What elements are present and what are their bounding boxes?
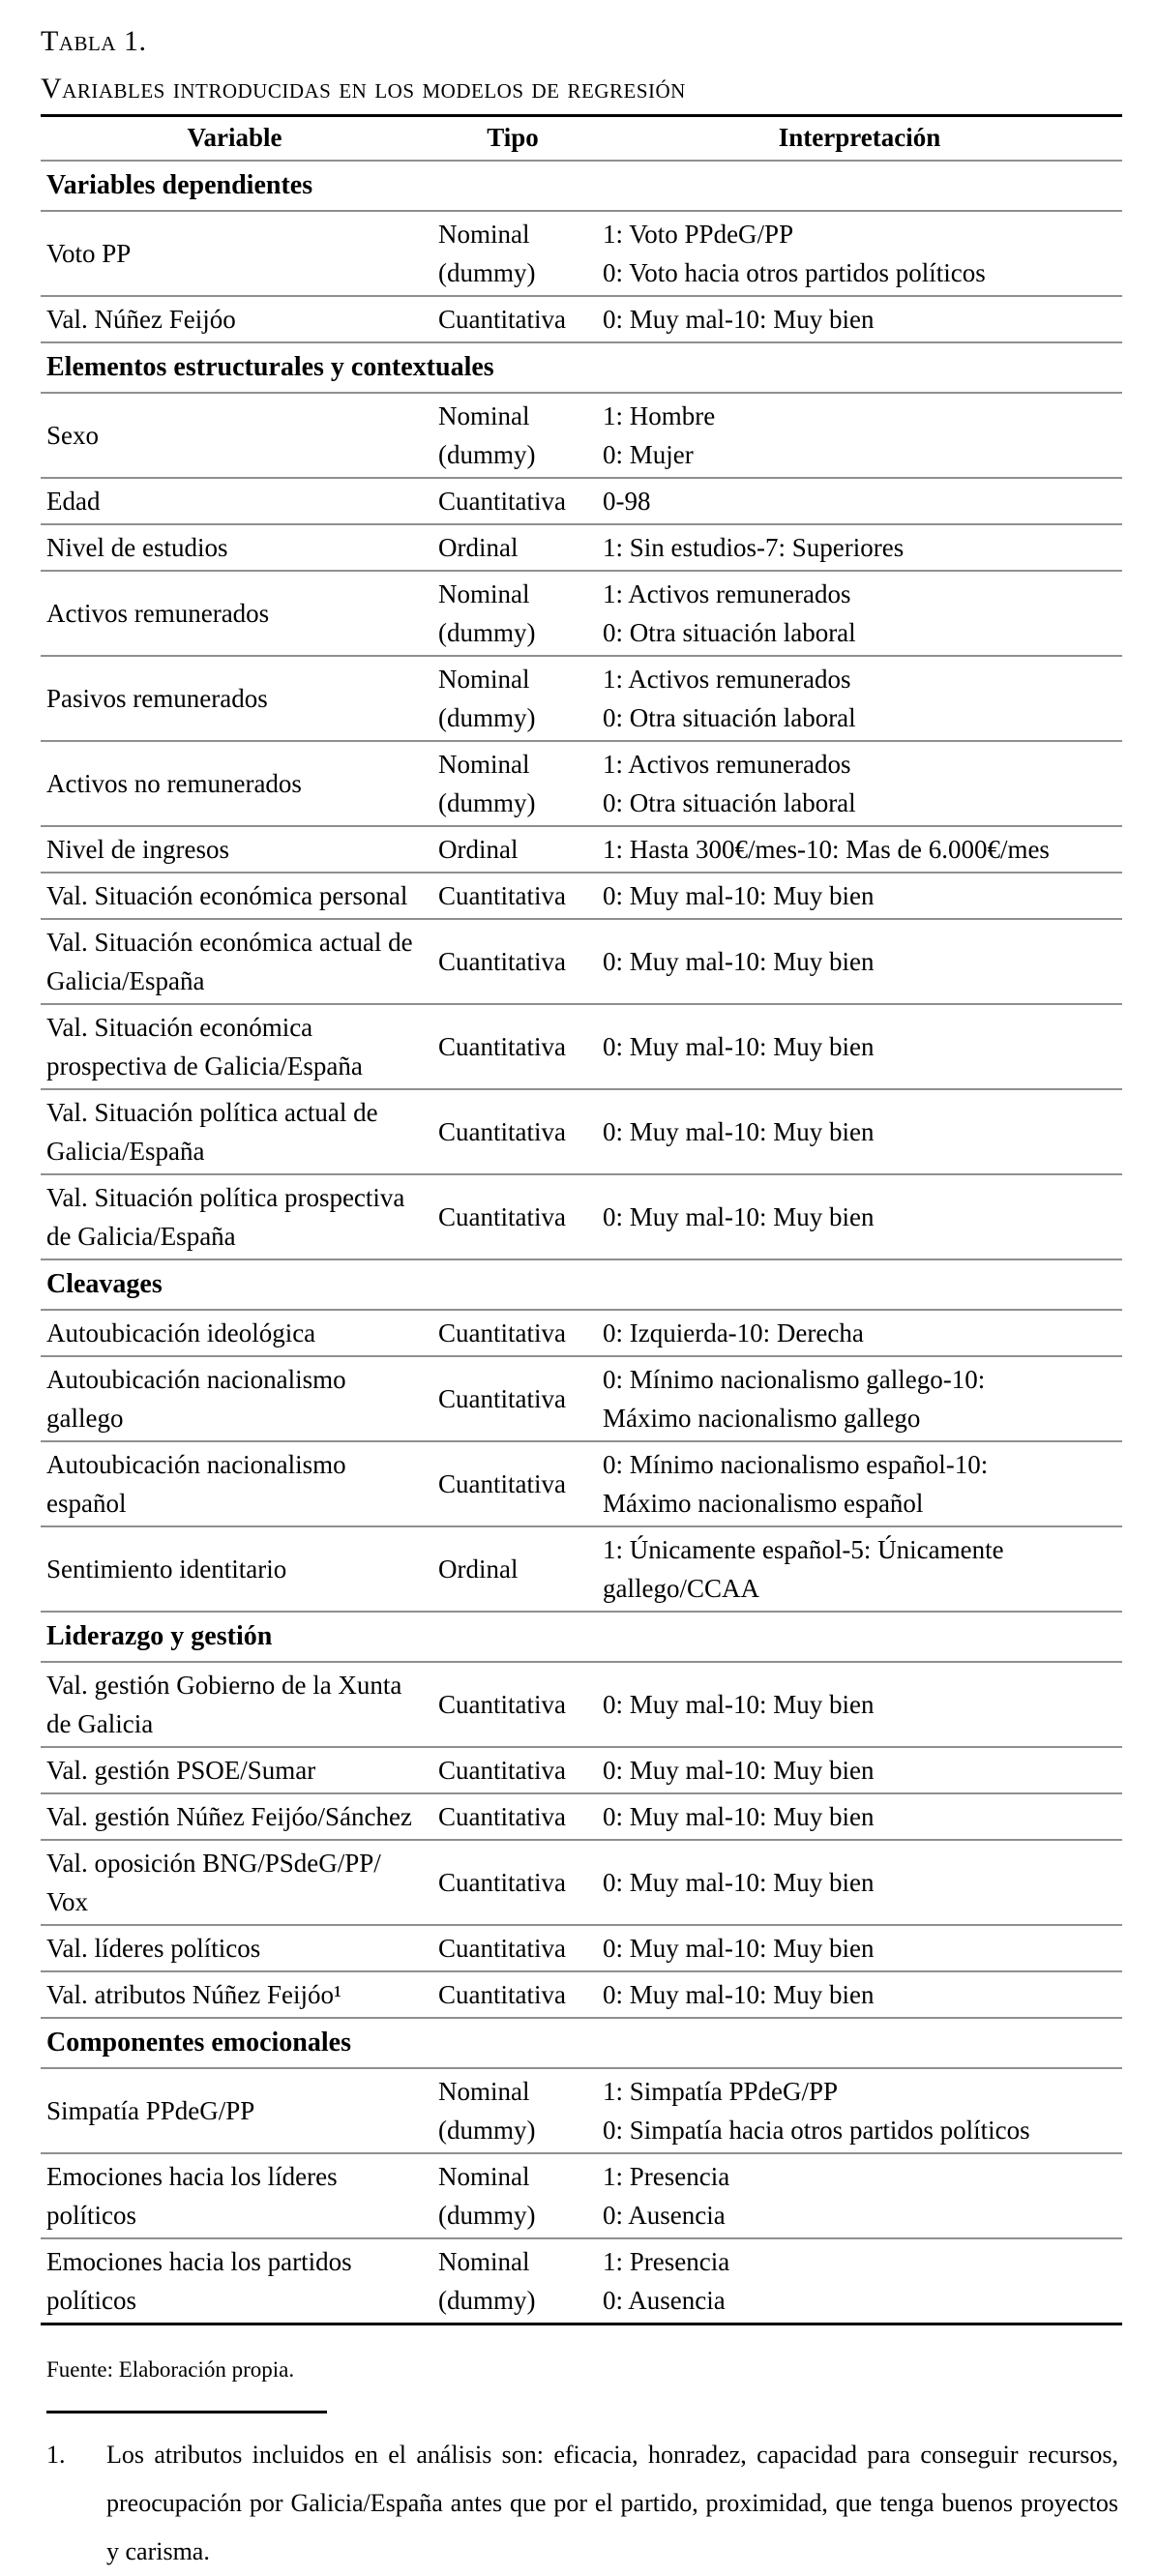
- interpretacion-cell-line: 0: Muy mal-10: Muy bien: [603, 881, 875, 910]
- variable-cell-line: Val. Situación económica actual de Galicia/​España: [46, 928, 413, 995]
- tipo-cell-line: Ordinal: [438, 533, 519, 562]
- column-header-variable: Variable: [41, 116, 429, 162]
- tipo-cell: [429, 1662, 597, 1747]
- tipo-cell: [429, 1174, 597, 1259]
- section-header-row: [41, 342, 1122, 393]
- table-row: [41, 1089, 1122, 1174]
- interpretacion-cell: [597, 296, 1122, 342]
- variable-cell: [41, 919, 429, 1004]
- interpretacion-cell-line: 0: Muy mal-10: Muy bien: [603, 1980, 875, 2009]
- interpretacion-cell: [597, 1441, 1122, 1526]
- interpretacion-cell: [597, 656, 1122, 741]
- interpretacion-cell: [597, 211, 1122, 296]
- interpretacion-cell-line: 0: Muy mal-10: Muy bien: [603, 947, 875, 976]
- tipo-cell-line: Nominal: [438, 220, 530, 249]
- interpretacion-cell: [597, 1840, 1122, 1925]
- variable-cell: [41, 741, 429, 826]
- table-row: [41, 1793, 1122, 1840]
- table-row: [41, 1526, 1122, 1612]
- footnote-text: Los atributos incluidos en el análisis son: eficacia, honradez, capacidad para conseguir recursos, preocupación por Galicia/España antes que por el partido, proximidad, que tenga buenos proyectos y carisma.: [106, 2441, 1118, 2565]
- table-row: [41, 1310, 1122, 1356]
- tipo-cell: [429, 1840, 597, 1925]
- variable-cell: [41, 1004, 429, 1089]
- tipo-cell-line: (dummy): [438, 618, 536, 647]
- tipo-cell: [429, 1310, 597, 1356]
- section-header-row: [41, 161, 1122, 211]
- tipo-cell: [429, 826, 597, 873]
- tipo-cell-line: Cuantitativa: [438, 1980, 566, 2009]
- interpretacion-cell: [597, 571, 1122, 656]
- variable-cell-line: Val. gestión Gobierno de la Xunta de Galicia: [46, 1671, 402, 1738]
- variable-cell: [41, 1793, 429, 1840]
- interpretacion-cell-line: 1: Activos remunerados: [603, 665, 851, 694]
- interpretacion-cell: [597, 1925, 1122, 1971]
- variable-cell-line: Val. gestión PSOE/​Sumar: [46, 1756, 316, 1785]
- tipo-cell: [429, 1356, 597, 1441]
- variable-cell: [41, 393, 429, 478]
- interpretacion-cell: [597, 826, 1122, 873]
- tipo-cell-line: Cuantitativa: [438, 305, 566, 334]
- tipo-cell-line: Cuantitativa: [438, 1934, 566, 1963]
- section-header: Elementos estructurales y contextuales: [46, 352, 494, 382]
- tipo-cell-line: (dummy): [438, 2201, 536, 2230]
- interpretacion-cell-line: 0-98: [603, 487, 651, 516]
- interpretacion-cell-line: 1: Sin estudios-7: Superiores: [603, 533, 905, 562]
- interpretacion-cell: [597, 393, 1122, 478]
- variable-cell-line: Val. oposición BNG/​PSdeG/​PP/​Vox: [46, 1849, 381, 1916]
- tipo-cell-line: Ordinal: [438, 1554, 519, 1584]
- interpretacion-cell-line: 1: Activos remunerados: [603, 750, 851, 779]
- tipo-cell-line: Cuantitativa: [438, 1690, 566, 1719]
- variable-cell-line: Val. Núñez Feijóo: [46, 305, 236, 334]
- interpretacion-cell-line: 0: Muy mal-10: Muy bien: [603, 305, 875, 334]
- table-row: [41, 1840, 1122, 1925]
- variable-cell: [41, 873, 429, 919]
- tipo-cell-line: Cuantitativa: [438, 1032, 566, 1061]
- variable-cell-line: Nivel de estudios: [46, 533, 228, 562]
- variable-cell: [41, 1662, 429, 1747]
- variable-cell-line: Pasivos remunerados: [46, 684, 268, 713]
- interpretacion-cell-line: 0: Simpatía hacia otros partidos políticos: [603, 2116, 1030, 2145]
- footnote-number: 1.: [46, 2441, 66, 2469]
- tipo-cell-line: Nominal: [438, 2247, 530, 2276]
- interpretacion-cell: [597, 478, 1122, 524]
- interpretacion-cell: [597, 919, 1122, 1004]
- variables-table: [41, 114, 1122, 2325]
- footnote-divider: [46, 2411, 327, 2413]
- table-row: [41, 741, 1122, 826]
- interpretacion-cell-line: 1: Únicamente español-5: Únicamente: [603, 1535, 1004, 1564]
- variable-cell-line: Emociones hacia los líderes políticos: [46, 2162, 338, 2230]
- tipo-cell-line: Cuantitativa: [438, 947, 566, 976]
- variable-cell: [41, 1089, 429, 1174]
- variable-cell-line: Val. Situación económica personal: [46, 881, 408, 910]
- variable-cell-line: Sentimiento identitario: [46, 1554, 287, 1584]
- table-body: [41, 161, 1122, 2324]
- tipo-cell: [429, 296, 597, 342]
- section-header: Liderazgo y gestión: [46, 1621, 273, 1651]
- table-row: [41, 571, 1122, 656]
- tipo-cell-line: Cuantitativa: [438, 1756, 566, 1785]
- interpretacion-cell-line: 0: Otra situación laboral: [603, 788, 856, 817]
- table-row: [41, 211, 1122, 296]
- variable-cell: [41, 1356, 429, 1441]
- variable-cell-line: Val. líderes políticos: [46, 1934, 261, 1963]
- variable-cell: [41, 1925, 429, 1971]
- table-row: [41, 1174, 1122, 1259]
- interpretacion-cell-line: 0: Muy mal-10: Muy bien: [603, 1934, 875, 1963]
- variable-cell: [41, 826, 429, 873]
- table-row: [41, 1662, 1122, 1747]
- interpretacion-cell: [597, 1793, 1122, 1840]
- table-row: [41, 826, 1122, 873]
- variable-cell-line: Val. Situación económica prospectiva de Galicia/​España: [46, 1013, 363, 1081]
- interpretacion-cell-line: 0: Otra situación laboral: [603, 618, 856, 647]
- tipo-cell: [429, 656, 597, 741]
- interpretacion-cell-line: 1: Hasta 300€/​mes-10: Mas de 6.000€/​mes: [603, 835, 1050, 864]
- interpretacion-cell: [597, 741, 1122, 826]
- tipo-cell-line: (dummy): [438, 440, 536, 469]
- column-header-interpretacion: Interpretación: [597, 116, 1122, 162]
- variable-cell: [41, 1441, 429, 1526]
- tipo-cell-line: (dummy): [438, 2286, 536, 2315]
- section-header: Variables dependientes: [46, 170, 313, 200]
- tipo-cell-line: Cuantitativa: [438, 1318, 566, 1347]
- table-header: [41, 116, 1122, 162]
- tipo-cell: [429, 1925, 597, 1971]
- interpretacion-cell-line: 0: Mínimo nacionalismo español-10:: [603, 1450, 989, 1479]
- interpretacion-cell-line: Máximo nacionalismo gallego: [603, 1404, 921, 1433]
- interpretacion-cell-line: 1: Activos remunerados: [603, 579, 851, 608]
- interpretacion-cell: [597, 1174, 1122, 1259]
- table-row: [41, 478, 1122, 524]
- interpretacion-cell-line: 0: Mujer: [603, 440, 694, 469]
- variable-cell: [41, 1747, 429, 1793]
- header-row: [41, 116, 1122, 162]
- variable-cell: [41, 211, 429, 296]
- interpretacion-cell-line: 0: Muy mal-10: Muy bien: [603, 1690, 875, 1719]
- table-row: [41, 656, 1122, 741]
- variable-cell: [41, 571, 429, 656]
- interpretacion-cell-line: 0: Voto hacia otros partidos políticos: [603, 258, 986, 287]
- tipo-cell: [429, 919, 597, 1004]
- variable-cell-line: Edad: [46, 487, 101, 516]
- tipo-cell: [429, 1089, 597, 1174]
- tipo-cell: [429, 873, 597, 919]
- interpretacion-cell: [597, 1004, 1122, 1089]
- tipo-cell-line: Nominal: [438, 2077, 530, 2106]
- table-row: [41, 1971, 1122, 2018]
- section-header-row: [41, 1259, 1122, 1310]
- interpretacion-cell: [597, 1310, 1122, 1356]
- tipo-cell: [429, 2238, 597, 2324]
- tipo-cell-line: Cuantitativa: [438, 881, 566, 910]
- variable-cell: [41, 1971, 429, 2018]
- table-row: [41, 919, 1122, 1004]
- variable-cell-line: Sexo: [46, 421, 99, 450]
- variable-cell: [41, 1174, 429, 1259]
- tipo-cell-line: (dummy): [438, 703, 536, 732]
- variable-cell: [41, 1840, 429, 1925]
- table-row: [41, 393, 1122, 478]
- tipo-cell-line: Nominal: [438, 2162, 530, 2191]
- table-row: [41, 1004, 1122, 1089]
- tipo-cell: [429, 1441, 597, 1526]
- tipo-cell: [429, 1793, 597, 1840]
- interpretacion-cell-line: 1: Hombre: [603, 401, 716, 430]
- section-header-row: [41, 2018, 1122, 2068]
- variable-cell-line: Activos remunerados: [46, 599, 270, 628]
- tipo-cell-line: (dummy): [438, 2116, 536, 2145]
- variable-cell-line: Autoubicación nacionalismo español: [46, 1450, 346, 1518]
- interpretacion-cell-line: 0: Muy mal-10: Muy bien: [603, 1802, 875, 1831]
- interpretacion-cell: [597, 1747, 1122, 1793]
- table-row: [41, 2153, 1122, 2238]
- interpretacion-cell: [597, 524, 1122, 571]
- variable-cell: [41, 2068, 429, 2153]
- source-note: Fuente: Elaboración propia.: [46, 2357, 295, 2382]
- interpretacion-cell: [597, 873, 1122, 919]
- tipo-cell-line: Cuantitativa: [438, 1384, 566, 1413]
- variable-cell: [41, 1526, 429, 1612]
- variable-cell-line: Val. atributos Núñez Feijóo¹: [46, 1980, 342, 2009]
- interpretacion-cell-line: 0: Ausencia: [603, 2201, 726, 2230]
- tipo-cell-line: Nominal: [438, 750, 530, 779]
- variable-cell-line: Nivel de ingresos: [46, 835, 229, 864]
- interpretacion-cell-line: gallego/​CCAA: [603, 1574, 759, 1603]
- interpretacion-cell-line: 1: Presencia: [603, 2247, 730, 2276]
- tipo-cell: [429, 571, 597, 656]
- interpretacion-cell-line: 0: Otra situación laboral: [603, 703, 856, 732]
- interpretacion-cell: [597, 1662, 1122, 1747]
- section-header: Cleavages: [46, 1269, 163, 1299]
- tipo-cell-line: Ordinal: [438, 835, 519, 864]
- variable-cell: [41, 524, 429, 571]
- tipo-cell-line: Cuantitativa: [438, 1802, 566, 1831]
- table-row: [41, 1925, 1122, 1971]
- tipo-cell-line: Nominal: [438, 579, 530, 608]
- tipo-cell-line: Nominal: [438, 665, 530, 694]
- interpretacion-cell-line: 0: Muy mal-10: Muy bien: [603, 1117, 875, 1146]
- table-row: [41, 873, 1122, 919]
- table-row: [41, 2068, 1122, 2153]
- tipo-cell-line: (dummy): [438, 258, 536, 287]
- variable-cell-line: Val. Situación política prospectiva de Galicia/​España: [46, 1183, 405, 1251]
- tipo-cell-line: Cuantitativa: [438, 1202, 566, 1231]
- variable-cell-line: Val. Situación política actual de Galicia/​España: [46, 1098, 378, 1166]
- interpretacion-cell-line: 0: Muy mal-10: Muy bien: [603, 1202, 875, 1231]
- tipo-cell: [429, 1747, 597, 1793]
- tipo-cell: [429, 211, 597, 296]
- variable-cell-line: Voto PP: [46, 239, 132, 268]
- variable-cell-line: Emociones hacia los partidos políticos: [46, 2247, 352, 2315]
- variable-cell: [41, 1310, 429, 1356]
- tipo-cell: [429, 478, 597, 524]
- tipo-cell-line: (dummy): [438, 788, 536, 817]
- interpretacion-cell-line: 0: Izquierda-10: Derecha: [603, 1318, 864, 1347]
- interpretacion-cell-line: 0: Mínimo nacionalismo gallego-10:: [603, 1365, 986, 1394]
- interpretacion-cell-line: 1: Voto PPdeG/​PP: [603, 220, 794, 249]
- tipo-cell-line: Cuantitativa: [438, 1117, 566, 1146]
- variable-cell-line: Activos no remunerados: [46, 769, 302, 798]
- variable-cell: [41, 656, 429, 741]
- tipo-cell: [429, 1971, 597, 2018]
- interpretacion-cell: [597, 2068, 1122, 2153]
- tipo-cell: [429, 2153, 597, 2238]
- tipo-cell: [429, 1004, 597, 1089]
- table-title: Variables introducidas en los modelos de regresión: [41, 73, 686, 104]
- tipo-cell-line: Cuantitativa: [438, 487, 566, 516]
- interpretacion-cell-line: Máximo nacionalismo español: [603, 1489, 924, 1518]
- column-header-tipo: Tipo: [429, 116, 597, 162]
- tipo-cell-line: Cuantitativa: [438, 1469, 566, 1498]
- interpretacion-cell: [597, 1089, 1122, 1174]
- variable-cell-line: Simpatía PPdeG/​PP: [46, 2096, 255, 2125]
- interpretacion-cell-line: 1: Presencia: [603, 2162, 730, 2191]
- interpretacion-cell-line: 0: Ausencia: [603, 2286, 726, 2315]
- variable-cell: [41, 2238, 429, 2324]
- interpretacion-cell: [597, 1356, 1122, 1441]
- table-row: [41, 1747, 1122, 1793]
- variable-cell: [41, 2153, 429, 2238]
- tipo-cell: [429, 2068, 597, 2153]
- tipo-cell-line: Cuantitativa: [438, 1868, 566, 1897]
- tipo-cell: [429, 524, 597, 571]
- table-row: [41, 1441, 1122, 1526]
- variable-cell: [41, 296, 429, 342]
- table-label: Tabla 1.: [41, 25, 147, 57]
- interpretacion-cell: [597, 2238, 1122, 2324]
- tipo-cell-line: Nominal: [438, 401, 530, 430]
- variable-cell-line: Val. gestión Núñez Feijóo/​Sánchez: [46, 1802, 412, 1831]
- table-row: [41, 2238, 1122, 2324]
- interpretacion-cell: [597, 1526, 1122, 1612]
- table-row: [41, 296, 1122, 342]
- section-header-row: [41, 1612, 1122, 1662]
- interpretacion-cell-line: 0: Muy mal-10: Muy bien: [603, 1756, 875, 1785]
- tipo-cell: [429, 741, 597, 826]
- footnote: [46, 2431, 1122, 2576]
- variable-cell: [41, 478, 429, 524]
- section-header: Componentes emocionales: [46, 2028, 351, 2058]
- interpretacion-cell: [597, 2153, 1122, 2238]
- interpretacion-cell-line: 1: Simpatía PPdeG/​PP: [603, 2077, 839, 2106]
- table-row: [41, 524, 1122, 571]
- variable-cell-line: Autoubicación nacionalismo gallego: [46, 1365, 346, 1433]
- interpretacion-cell: [597, 1971, 1122, 2018]
- variable-cell-line: Autoubicación ideológica: [46, 1318, 316, 1347]
- interpretacion-cell-line: 0: Muy mal-10: Muy bien: [603, 1032, 875, 1061]
- interpretacion-cell-line: 0: Muy mal-10: Muy bien: [603, 1868, 875, 1897]
- tipo-cell: [429, 393, 597, 478]
- table-row: [41, 1356, 1122, 1441]
- tipo-cell: [429, 1526, 597, 1612]
